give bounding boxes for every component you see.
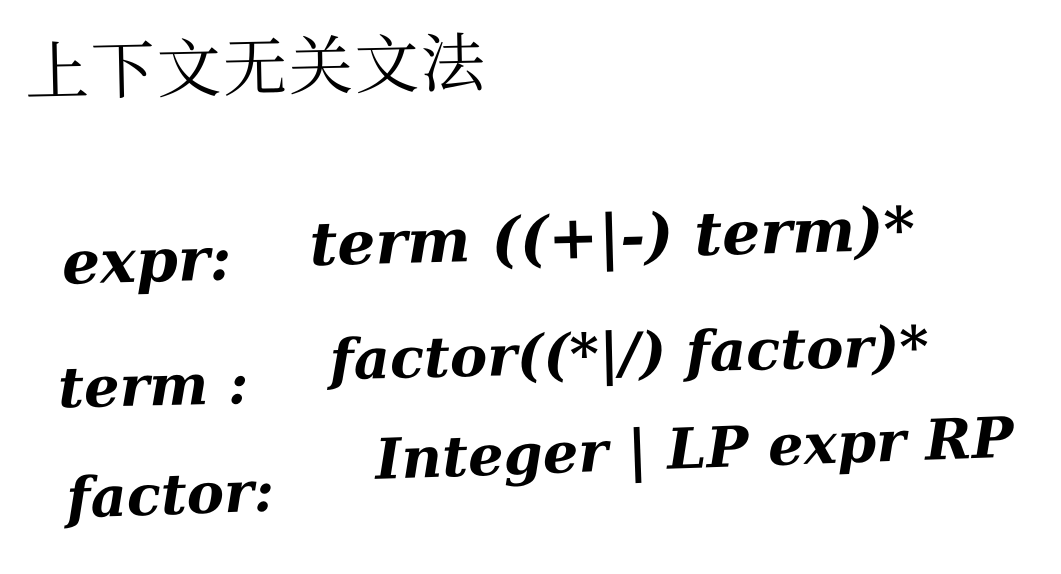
rule-lhs: term :	[57, 351, 250, 422]
rule-rhs: term ((+|-) term)*	[308, 194, 916, 281]
note-title: 上下文无关文法	[24, 27, 488, 111]
rule-lhs: factor:	[65, 458, 276, 532]
rule-lhs: expr:	[61, 224, 233, 299]
rule-rhs: Integer | LP expr RP	[374, 404, 1015, 493]
rule-rhs: factor((*|/) factor)*	[328, 313, 930, 394]
grammar-rule-expr	[61, 194, 963, 322]
